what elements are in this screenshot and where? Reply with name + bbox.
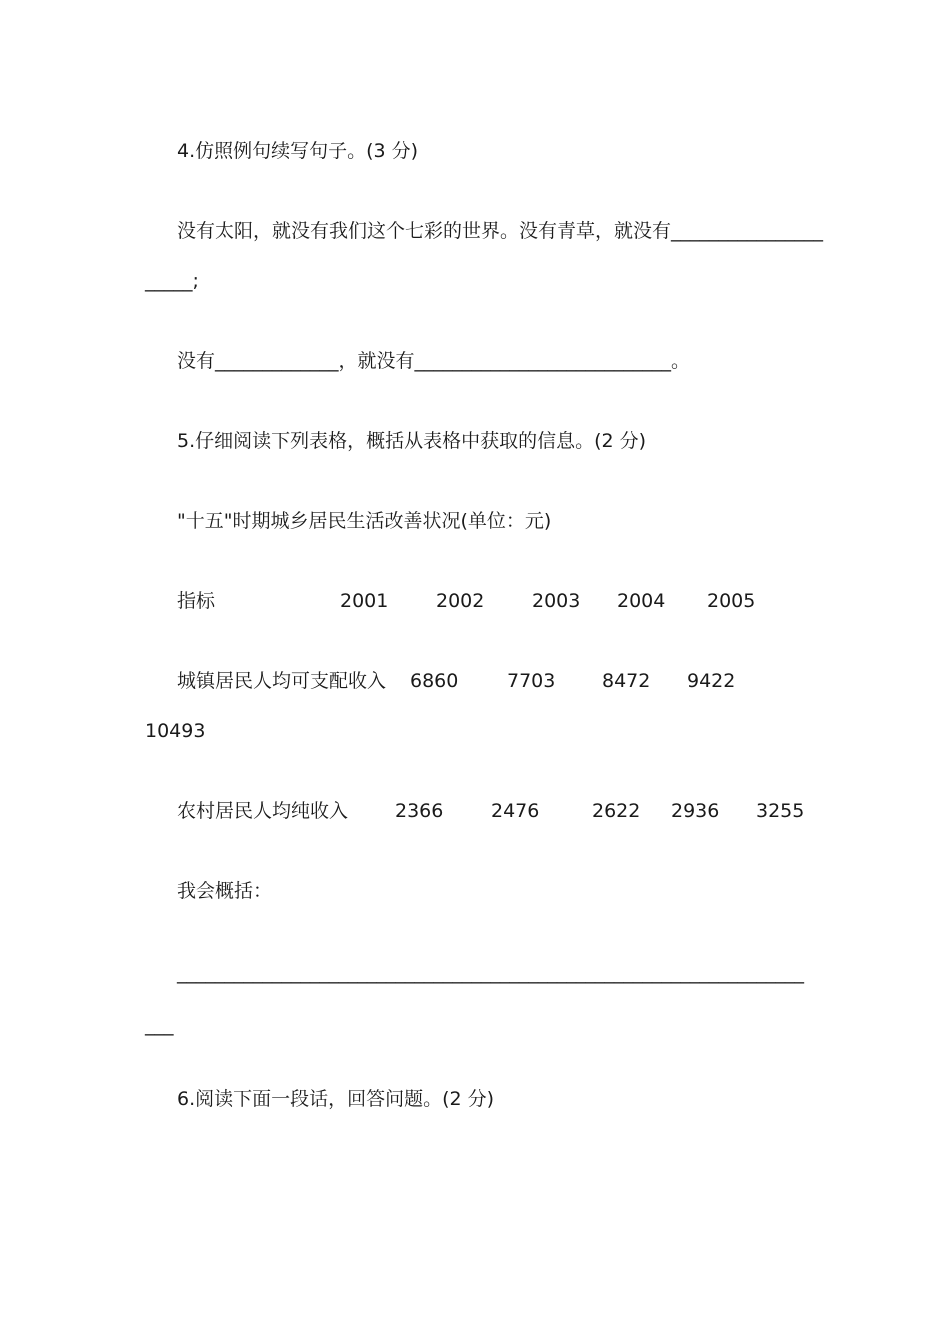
q5-table-title: "十五"时期城乡居民生活改善状况(单位：元)	[177, 510, 552, 532]
table-cell: 3255	[756, 800, 805, 822]
table-cell: 10493	[145, 720, 206, 742]
table-cell: 2622	[592, 800, 641, 822]
table-header-year: 2001	[340, 590, 389, 612]
q5-answer-line2: ___	[145, 1014, 174, 1036]
table-cell: 6860	[410, 670, 459, 692]
q6-title: 6.阅读下面一段话，回答问题。(2 分)	[177, 1088, 495, 1110]
table-header-year: 2002	[436, 590, 485, 612]
table-cell: 8472	[602, 670, 651, 692]
table-cell: 7703	[507, 670, 556, 692]
table-row-label: 农村居民人均纯收入	[177, 800, 349, 822]
table-header-year: 2004	[617, 590, 666, 612]
q5-answer-line1: __________________________________________________________________	[177, 962, 804, 984]
table-header-year: 2003	[532, 590, 581, 612]
q4-fill-line: 没有_____________，就没有___________________________。	[177, 350, 691, 372]
table-cell: 2476	[491, 800, 540, 822]
table-cell: 2366	[395, 800, 444, 822]
table-cell: 9422	[687, 670, 736, 692]
table-cell: 2936	[671, 800, 720, 822]
table-header-year: 2005	[707, 590, 756, 612]
q4-title: 4.仿照例句续写句子。(3 分)	[177, 140, 419, 162]
table-row-label: 城镇居民人均可支配收入	[177, 670, 387, 692]
q4-example-line2: _____;	[145, 270, 199, 292]
q4-example-line1: 没有太阳，就没有我们这个七彩的世界。没有青草，就没有________________	[177, 220, 824, 242]
q5-title: 5.仔细阅读下列表格，概括从表格中获取的信息。(2 分)	[177, 430, 647, 452]
q5-summary-label: 我会概括：	[177, 880, 273, 902]
table-header-label: 指标	[177, 590, 216, 612]
